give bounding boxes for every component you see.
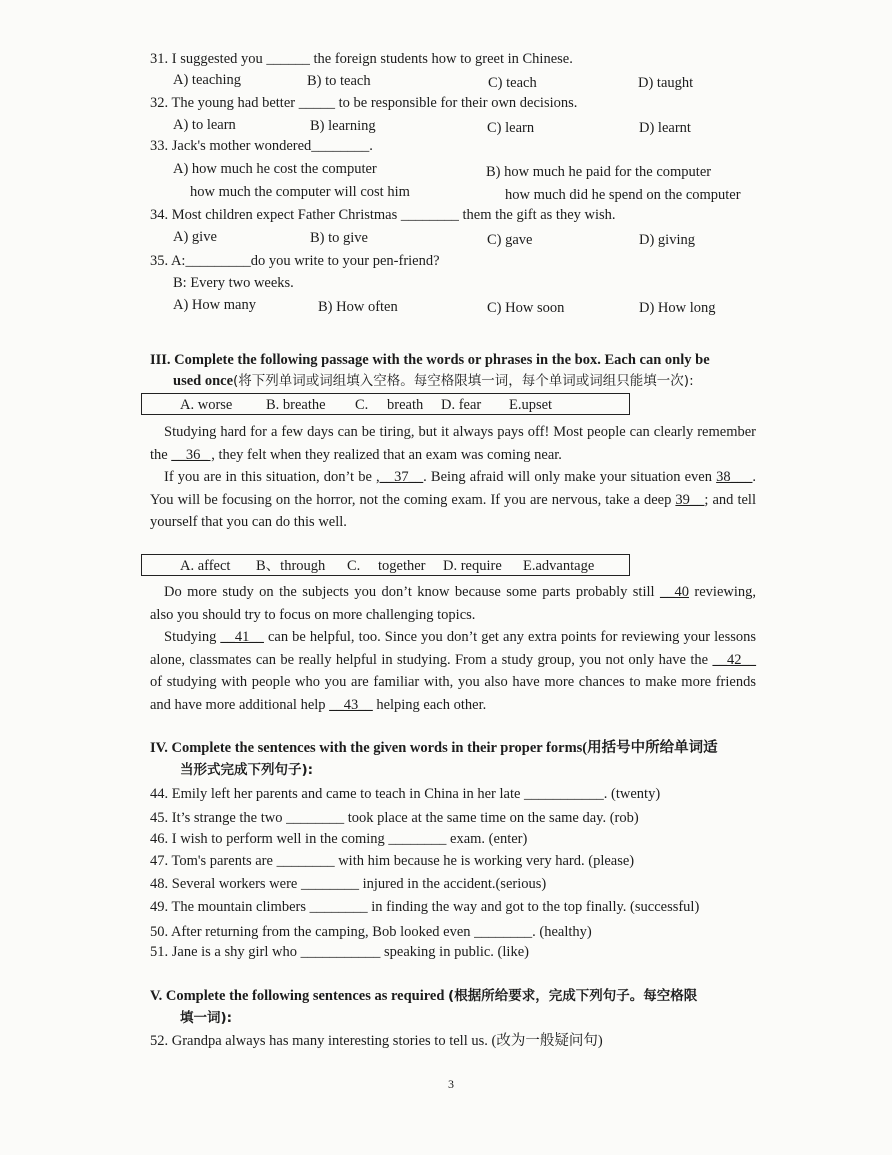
question-47: 47. Tom's parents are ________ with him because he is working very hard. (please) (150, 853, 635, 869)
word-box-1-option-d: D. fear (441, 397, 482, 413)
q33-option-b: B) how much he paid for the computer (486, 164, 712, 180)
word-box-2-option-e: E.advantage (523, 558, 595, 574)
section-5-heading: V. Complete the following sentences as required (根据所给要求，完成下列句子。每空格限 (150, 988, 698, 1004)
question-49: 49. The mountain climbers ________ in finding the way and got to the top finally. (successful) (150, 899, 700, 915)
q32-option-d: D) learnt (639, 120, 691, 136)
section-5-heading-line2: 填一词): (180, 1010, 233, 1026)
word-box-2-option-d: D. require (443, 558, 502, 574)
word-box-1-option-a: A. worse (180, 397, 233, 413)
section-4-heading: IV. Complete the sentences with the given words in their proper forms(用括号中所给单词适 (150, 740, 718, 756)
question-51: 51. Jane is a shy girl who ___________ speaking in public. (like) (150, 944, 529, 960)
question-52: 52. Grandpa always has many interesting stories to tell us. (改为一般疑问句) (150, 1033, 603, 1049)
q33-option-d: how much did he spend on the computer (505, 187, 741, 203)
question-32: 32. The young had better _____ to be responsible for their own decisions. (150, 95, 578, 111)
blank-39: 39__ (675, 491, 705, 508)
q32-option-b: B) learning (310, 118, 376, 134)
q34-option-b: B) to give (310, 230, 368, 246)
blank-42: __42__ (712, 651, 757, 668)
question-31: 31. I suggested you ______ the foreign students how to greet in Chinese. (150, 51, 573, 67)
question-34: 34. Most children expect Father Christmas ________ them the gift as they wish. (150, 207, 616, 223)
word-box-2-option-c: together (378, 558, 426, 574)
question-33: 33. Jack's mother wondered________. (150, 138, 373, 154)
q35-option-b: B) How often (318, 299, 398, 315)
blank-43: __43__ (329, 696, 373, 713)
q31-option-b: B) to teach (307, 73, 371, 89)
question-45: 45. It’s strange the two ________ took place at the same time on the same day. (rob) (150, 810, 639, 826)
word-box-1 (141, 393, 630, 415)
section-3-heading-line2: used once(将下列单词或词组填入空格。每空格限填一词，每个单词或词组只能填一次): (173, 373, 694, 389)
word-box-2 (141, 554, 630, 576)
q33-option-c: how much the computer will cost him (190, 184, 410, 200)
q34-option-a: A) give (173, 229, 217, 245)
blank-40: __40 (659, 584, 689, 600)
q33-option-a: A) how much he cost the computer (173, 161, 377, 177)
q35-option-d: D) How long (639, 300, 716, 316)
section-4-heading-line2: 当形式完成下列句子): (180, 762, 314, 778)
word-box-1-option-c-letter: C. (355, 397, 369, 413)
question-50: 50. After returning from the camping, Bob looked even ________. (healthy) (150, 924, 592, 940)
q34-option-c: C) gave (487, 232, 533, 248)
question-44: 44. Emily left her parents and came to teach in China in her late ___________. (twenty) (150, 786, 661, 802)
blank-37: __37__ (379, 469, 424, 486)
blank-38: 38___ (716, 469, 753, 486)
question-48: 48. Several workers were ________ injured in the accident.(serious) (150, 876, 547, 892)
section-3-heading: III. Complete the following passage with the words or phrases in the box. Each can only be (150, 352, 710, 368)
q35-option-c: C) How soon (487, 300, 565, 316)
q35-reply: B: Every two weeks. (173, 275, 294, 291)
question-35: 35. A:_________do you write to your pen-friend? (150, 253, 440, 269)
passage-1: Studying hard for a few days can be tiring, but it always pays off! Most people can clearly remember the __36_ , they felt when they realized that an exam was coming near. If you are in this situation, don’t be ,__37__. Being afraid will only make your situation even 38___. You will be focusing on the horror, not the coming exam. If you are nervous, take a deep 39__; and tell yourself that you can do this well. (150, 424, 756, 531)
q32-option-c: C) learn (487, 120, 535, 136)
word-box-1-option-b: B. breathe (266, 397, 326, 413)
blank-41: __41__ (220, 629, 264, 646)
word-box-2-option-a: A. affect (180, 558, 231, 574)
question-46: 46. I wish to perform well in the coming ________ exam. (enter) (150, 831, 528, 847)
word-box-2-option-c-letter: C. (347, 558, 361, 574)
page-number: 3 (448, 1077, 454, 1091)
q34-option-d: D) giving (639, 232, 695, 248)
q31-option-d: D) taught (638, 75, 694, 91)
passage-2: Do more study on the subjects you don’t know because some parts probably still __40 reviewing, also you should try to focus on more challenging topics. Studying __41__ can be helpful, too. Since you don’t get any extra points for reviewing your lessons alone, classmates can be really helpful in studying. From a study group, you not only have the __42__ of studying with people who you are familiar with, you also have more chances to make more friends and have more additional help __43__ helping each other. (150, 584, 757, 713)
q31-option-c: C) teach (488, 75, 537, 91)
q31-option-a: A) teaching (173, 72, 242, 88)
blank-36: __36_ , (171, 446, 215, 463)
q35-option-a: A) How many (173, 297, 256, 313)
q32-option-a: A) to learn (173, 117, 236, 133)
word-box-1-option-c: breath (387, 397, 424, 413)
word-box-2-option-b: B、through (256, 558, 326, 574)
word-box-1-option-e: E.upset (509, 397, 553, 413)
